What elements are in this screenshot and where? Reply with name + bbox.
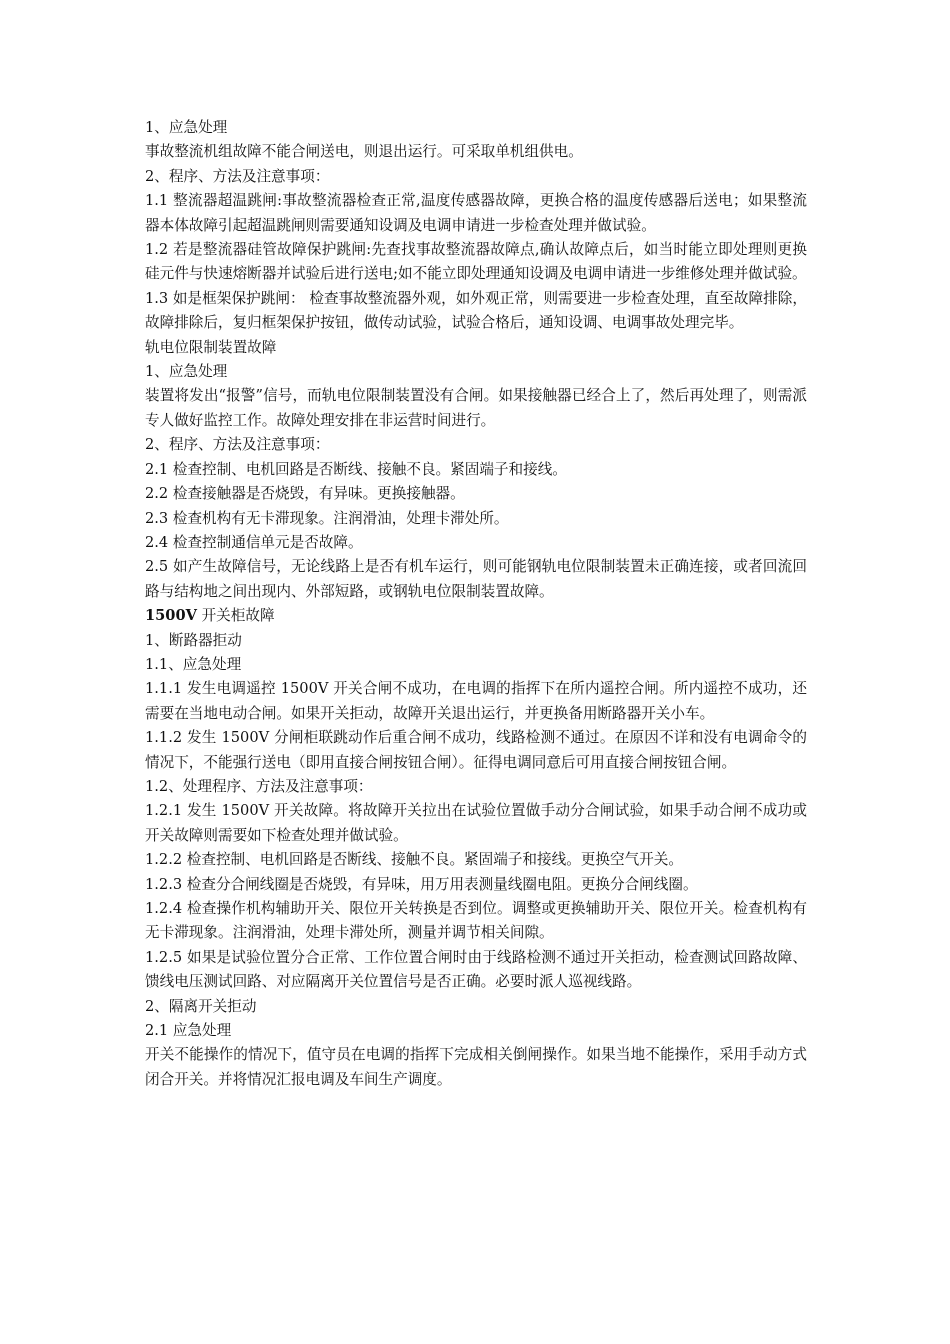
paragraph: 1.1、应急处理	[145, 655, 242, 673]
paragraph: 1.1 整流器超温跳闸:事故整流器检查正常,温度传感器故障，更换合格的温度传感器后送电；如果整流器本体故障引起超温跳闸则需要通知设调及电调申请进一步检查处理并做试验。	[145, 192, 807, 234]
paragraph: 1.2.3 检查分合闸线圈是否烧毁，有异味，用万用表测量线圈电阻。更换分合闸线圈。	[145, 875, 698, 893]
paragraph: 2.2 检查接触器是否烧毁，有异味。更换接触器。	[145, 485, 465, 503]
paragraph: 1.1.1 发生电调遥控 1500V 开关合闸不成功，在电调的指挥下在所内遥控合闸。所内遥控不成功，还需要在当地电动合闸。如果开关拒动，故障开关退出运行，并更换备用断路器开关小车。	[145, 680, 807, 722]
paragraph: 装置将发出“报警”信号，而轨电位限制装置没有合闸。如果接触器已经合上了，然后再处理了，则需派专人做好监控工作。故障处理安排在非运营时间进行。	[145, 387, 807, 429]
paragraph: 2.4 检查控制通信单元是否故障。	[145, 533, 363, 551]
paragraph: 1.2、处理程序、方法及注意事项：	[145, 777, 373, 795]
paragraph: 1、应急处理	[145, 363, 228, 381]
paragraph: 1.3 如是框架保护跳闸： 检查事故整流器外观，如外观正常，则需要进一步检查处理，直至故障排除，故障排除后，复归框架保护按钮，做传动试验，试验合格后，通知设调、电调事故处理完毕。	[145, 289, 807, 332]
paragraph: 事故整流机组故障不能合闸送电，则退出运行。可采取单机组供电。	[145, 143, 583, 161]
paragraph: 1、断路器拒动	[145, 631, 242, 649]
paragraph: 2、程序、方法及注意事项：	[145, 167, 330, 185]
document-body	[145, 116, 807, 1092]
paragraph: 开关不能操作的情况下，值守员在电调的指挥下完成相关倒闸操作。如果当地不能操作，采用手动方式闭合开关。并将情况汇报电调及车间生产调度。	[145, 1046, 807, 1088]
section-heading-bold: 1500V	[145, 607, 197, 625]
paragraph: 2.1 检查控制、电机回路是否断线、接触不良。紧固端子和接线。	[145, 460, 567, 478]
paragraph: 1.2 若是整流器硅管故障保护跳闸:先查找事故整流器故障点,确认故障点后，如当时能立即处理则更换硅元件与快速熔断器并试验后进行送电;如不能立即处理通知设调及电调申请进一步维修处理并做试验。	[145, 241, 807, 283]
paragraph: 1.1.2 发生 1500V 分闸柜联跳动作后重合闸不成功，线路检测不通过。在原因不详和没有电调命令的情况下，不能强行送电（即用直接合闸按钮合闸）。征得电调同意后可用直接合闸按钮合闸。	[145, 729, 807, 771]
paragraph: 2、隔离开关拒动	[145, 997, 257, 1015]
paragraph: 2.3 检查机构有无卡滞现象。注润滑油，处理卡滞处所。	[145, 509, 509, 527]
paragraph: 1.2.4 检查操作机构辅助开关、限位开关转换是否到位。调整或更换辅助开关、限位开关。检查机构有无卡滞现象。注润滑油，处理卡滞处所，测量并调节相关间隙。	[145, 900, 807, 942]
paragraph: 1、应急处理	[145, 119, 228, 136]
section-heading: 轨电位限制装置故障	[145, 338, 277, 356]
paragraph: 2.1 应急处理	[145, 1022, 232, 1040]
section-heading-rest: 开关柜故障	[196, 607, 275, 625]
paragraph: 1.2.2 检查控制、电机回路是否断线、接触不良。紧固端子和接线。更换空气开关。	[145, 851, 683, 869]
paragraph: 1.2.1 发生 1500V 开关故障。将故障开关拉出在试验位置做手动分合闸试验，如果手动合闸不成功或开关故障则需要如下检查处理并做试验。	[145, 802, 807, 844]
paragraph: 1.2.5 如果是试验位置分合正常、工作位置合闸时由于线路检测不通过开关拒动，检查测试回路故障、馈线电压测试回路、对应隔离开关位置信号是否正确。必要时派人巡视线路。	[145, 948, 807, 991]
paragraph: 2.5 如产生故障信号，无论线路上是否有机车运行，则可能钢轨电位限制装置未正确连接，或者回流回路与结构地之间出现内、外部短路，或钢轨电位限制装置故障。	[145, 558, 807, 600]
section-heading-1500v	[145, 604, 807, 628]
paragraph: 2、程序、方法及注意事项：	[145, 436, 330, 454]
